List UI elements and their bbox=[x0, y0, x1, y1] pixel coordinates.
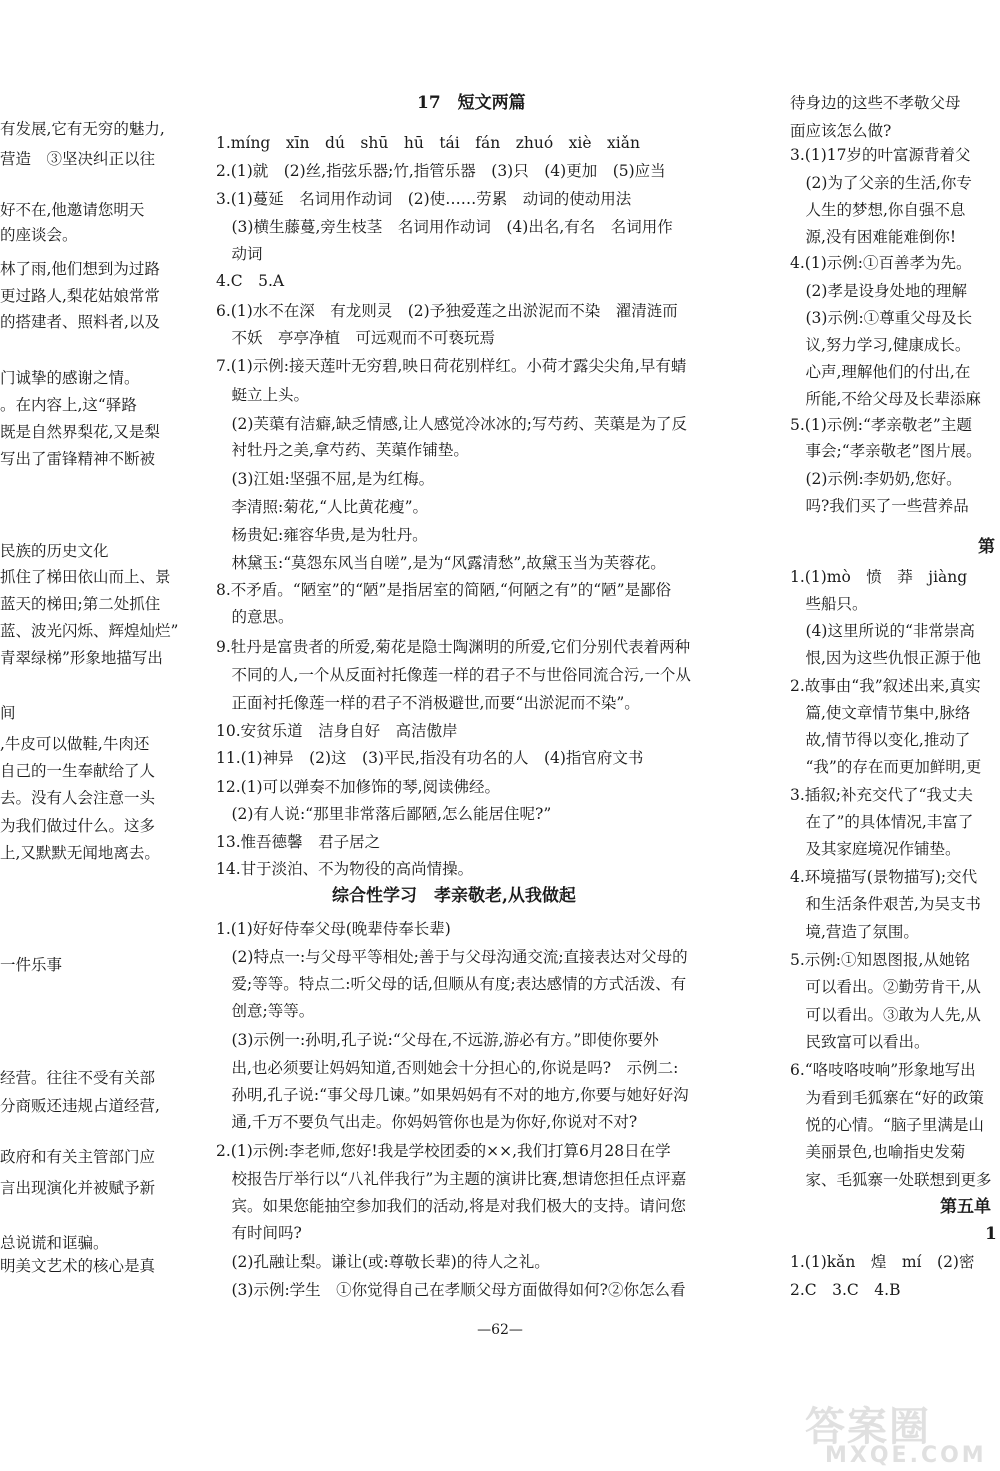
answer-line: 校报告厅举行以“八礼伴我行”为主题的演讲比赛,想请您担任点评嘉 bbox=[216, 1170, 687, 1188]
right-column-fragment bbox=[790, 0, 1000, 1300]
left-text-line: 民族的历史文化 bbox=[0, 542, 109, 560]
answer-line: (2)孔融让梨。谦让(或:尊敬长辈)的待人之礼。 bbox=[216, 1253, 550, 1271]
answer-line: 不妖 亭亭净植 可远观而不可亵玩焉 bbox=[216, 329, 496, 347]
right-text-line: 3.(1)17岁的叶富源背着父 bbox=[790, 146, 971, 164]
left-text-line: 营造 ③坚决纠正以往 bbox=[0, 150, 156, 168]
answer-line: (3)横生藤蔓,旁生枝茎 名词用作动词 (4)出名,有名 名词用作 bbox=[216, 218, 673, 236]
answer-line: 宾。如果您能抽空参加我们的活动,将是对我们极大的支持。请问您 bbox=[216, 1197, 686, 1215]
left-text-line: 经营。往往不受有关部 bbox=[0, 1069, 156, 1087]
right-text-line: 5.示例:①知恩图报,从她铭 bbox=[790, 951, 970, 969]
left-text-line: 政府和有关主管部门应 bbox=[0, 1148, 156, 1166]
left-text-line: 青翠绿梯”形象地描写出 bbox=[0, 649, 163, 667]
answer-line: 10.安贫乐道 洁身自好 高洁傲岸 bbox=[216, 722, 458, 740]
left-text-line: 为我们做过什么。这多 bbox=[0, 817, 156, 835]
right-text-line: 故,情节得以变化,推动了 bbox=[790, 731, 971, 749]
right-text-line: 在了”的具体情况,丰富了 bbox=[790, 813, 974, 831]
left-text-line: 蓝、波光闪烁、辉煌灿烂” bbox=[0, 622, 179, 640]
answer-line: 11.(1)神异 (2)这 (3)平民,指没有功名的人 (4)指官府文书 bbox=[216, 749, 644, 767]
right-text-line: 些船只。 bbox=[790, 595, 868, 613]
right-text-line: 源,没有困难能难倒你! bbox=[790, 228, 957, 246]
right-text-line: 家、毛狐寨一处联想到更多 bbox=[790, 1171, 992, 1189]
left-text-line: 一件乐事 bbox=[0, 956, 63, 974]
left-text-line: 的座谈会。 bbox=[0, 226, 78, 244]
answer-line: 8.不矛盾。“陋室”的“陋”是指居室的简陋,“何陋之有”的“陋”是鄙俗 bbox=[216, 581, 672, 599]
right-text-line: 人生的梦想,你自强不息 bbox=[790, 201, 966, 219]
answer-line: 衬牡丹之美,拿芍药、芙蕖作铺垫。 bbox=[216, 441, 469, 459]
lesson-title: 17 短文两篇 bbox=[417, 93, 526, 113]
page-number: —62— bbox=[477, 1322, 523, 1338]
right-text-line: (4)这里所说的“非常崇高 bbox=[790, 622, 975, 640]
right-text-line: 4.(1)示例:①百善孝为先。 bbox=[790, 254, 972, 272]
left-text-line: 。在内容上,这“驿路 bbox=[0, 396, 137, 414]
left-text-line: 有发展,它有无穷的魅力, bbox=[0, 120, 165, 138]
answer-line: (3)江姐:坚强不屈,是为红梅。 bbox=[216, 470, 435, 488]
answer-line: 正面衬托像莲一样的君子不消极避世,而要“出淤泥而不染”。 bbox=[216, 694, 640, 712]
answer-line: 林黛玉:“莫怨东风当自嗟”,是为“风露清愁”,故黛玉当为芙蓉花。 bbox=[216, 554, 666, 572]
answer-line: 7.(1)示例:接天莲叶无穷碧,映日荷花别样红。小荷才露尖尖角,早有蜻 bbox=[216, 357, 687, 375]
right-text-line: (2)孝是设身处地的理解 bbox=[790, 282, 967, 300]
answer-line: 14.甘于淡泊、不为物役的高尚情操。 bbox=[216, 860, 474, 878]
answer-line: (2)特点一:与父母平等相处;善于与父母沟通交流;直接表达对父母的 bbox=[216, 948, 688, 966]
left-text-line: 间 bbox=[0, 704, 16, 722]
answer-line: 的意思。 bbox=[216, 608, 294, 626]
right-text-line: 可以看出。②勤劳肯干,从 bbox=[790, 978, 981, 996]
left-text-line: 分商贩还违规占道经营, bbox=[0, 1097, 160, 1115]
right-text-line: 1 bbox=[985, 1224, 997, 1244]
right-text-line: 5.(1)示例:“孝亲敬老”主题 bbox=[790, 416, 972, 434]
watermark-logo bbox=[805, 1395, 1000, 1471]
right-text-line: (2)为了父亲的生活,你专 bbox=[790, 174, 972, 192]
watermark-url: MXQE.COM bbox=[825, 1443, 987, 1468]
right-text-line: (3)示例:①尊重父母及长 bbox=[790, 309, 973, 327]
left-text-line: 好不在,他邀请您明天 bbox=[0, 201, 145, 219]
right-text-line: “我”的存在而更加鲜明,更 bbox=[790, 758, 982, 776]
left-text-line: 言出现演化并被赋予新 bbox=[0, 1179, 156, 1197]
right-text-line: 心声,理解他们的付出,在 bbox=[790, 363, 971, 381]
right-text-line: 可以看出。③敢为人先,从 bbox=[790, 1006, 981, 1024]
left-text-line: 更过路人,梨花姑娘常常 bbox=[0, 287, 160, 305]
right-text-line: 2.故事由“我”叙述出来,真实 bbox=[790, 677, 981, 695]
answer-line: 1.míng xīn dú shū hū tái fán zhuó xiè xiǎn bbox=[216, 134, 640, 152]
right-text-line: 4.环境描写(景物描写);交代 bbox=[790, 868, 978, 886]
left-text-line: 自己的一生奉献给了人 bbox=[0, 762, 156, 780]
right-text-line: 和生活条件艰苦,为吴支书 bbox=[790, 895, 981, 913]
left-text-line: 既是自然界梨花,又是梨 bbox=[0, 423, 160, 441]
center-column bbox=[212, 0, 772, 1300]
left-text-line: 门诚挚的感谢之情。 bbox=[0, 369, 140, 387]
answer-line: (2)有人说:“那里非常落后鄙陋,怎么能居住呢?” bbox=[216, 805, 552, 823]
left-column-fragment bbox=[0, 0, 192, 1300]
watermark-text: 答案圈 bbox=[805, 1404, 931, 1450]
right-text-line: 所能,不给父母及长辈添麻 bbox=[790, 390, 981, 408]
answer-line: 爱;等等。特点二:听父母的话,但顺从有度;表达感情的方式活泼、有 bbox=[216, 975, 687, 993]
answer-line: 4.C 5.A bbox=[216, 272, 285, 290]
answer-line: 不同的人,一个从反面衬托像莲一样的君子不与世俗同流合污,一个从 bbox=[216, 666, 691, 684]
answer-line: 蜓立上头。 bbox=[216, 386, 310, 404]
answer-line: 李清照:菊花,“人比黄花瘦”。 bbox=[216, 498, 428, 516]
left-text-line: 写出了雷锋精神不断被 bbox=[0, 450, 156, 468]
answer-line: 3.(1)蔓延 名词用作动词 (2)使……劳累 动词的使动用法 bbox=[216, 190, 632, 208]
left-text-line: 总说谎和诓骗。 bbox=[0, 1234, 109, 1252]
right-text-line: 恨,因为这些仇恨正源于他 bbox=[790, 649, 981, 667]
right-text-line: 篇,使文章情节集中,脉络 bbox=[790, 704, 971, 722]
left-text-line: 上,又默默无闻地离去。 bbox=[0, 844, 160, 862]
answer-line: (3)示例一:孙明,孔子说:“父母在,不远游,游必有方。”即使你要外 bbox=[216, 1031, 659, 1049]
right-text-line: 1.(1)mò 愤 莽 jiàng bbox=[790, 568, 968, 586]
section-title: 综合性学习 孝亲敬老,从我做起 bbox=[332, 886, 576, 906]
answer-line: 6.(1)水不在深 有龙则灵 (2)予独爱莲之出淤泥而不染 濯清涟而 bbox=[216, 302, 678, 320]
answer-line: 1.(1)好好侍奉父母(晚辈侍奉长辈) bbox=[216, 920, 451, 938]
right-text-line: 事会;“孝亲敬老”图片展。 bbox=[790, 442, 982, 460]
left-text-line: 去。没有人会注意一头 bbox=[0, 789, 156, 807]
answer-line: 2.(1)示例:李老师,您好!我是学校团委的××,我们打算6月28日在学 bbox=[216, 1142, 671, 1160]
answer-line: 创意;等等。 bbox=[216, 1002, 315, 1020]
answer-line: 孙明,孔子说:“事父母几谏。”如果妈妈有不对的地方,你要与她好好沟 bbox=[216, 1086, 689, 1104]
left-text-line: ,牛皮可以做鞋,牛肉还 bbox=[0, 735, 150, 753]
right-text-line: 3.插叙;补充交代了“我丈夫 bbox=[790, 786, 973, 804]
answer-line: (2)芙蕖有洁癖,缺乏情感,让人感觉冷冰冰的;写芍药、芙蕖是为了反 bbox=[216, 415, 688, 433]
answer-line: 杨贵妃:雍容华贵,是为牡丹。 bbox=[216, 526, 428, 544]
right-text-line: 议,努力学习,健康成长。 bbox=[790, 336, 971, 354]
right-text-line: 吗?我们买了一些营养品 bbox=[790, 497, 969, 515]
right-text-line: 悦的心情。“脑子里满是山 bbox=[790, 1116, 984, 1134]
left-text-line: 林了雨,他们想到为过路 bbox=[0, 260, 160, 278]
answer-line: 2.(1)就 (2)丝,指弦乐器;竹,指管乐器 (3)只 (4)更加 (5)应当 bbox=[216, 162, 666, 180]
answer-line: 动词 bbox=[216, 245, 263, 263]
left-text-line: 蓝天的梯田;第二处抓住 bbox=[0, 595, 161, 613]
right-text-line: 1.(1)kǎn 煌 mí (2)密 bbox=[790, 1253, 975, 1271]
answer-line: 出,也必须要让妈妈知道,否则她会十分担心的,你说是吗? 示例二: bbox=[216, 1059, 679, 1077]
answer-line: 13.惟吾德馨 君子居之 bbox=[216, 833, 381, 851]
answer-line: 有时间吗? bbox=[216, 1224, 302, 1242]
answer-line: (3)示例:学生 ①你觉得自己在孝顺父母方面做得如何?②你怎么看 bbox=[216, 1281, 686, 1299]
answer-line: 12.(1)可以弹奏不加修饰的琴,阅读佛经。 bbox=[216, 778, 501, 796]
right-text-line: 面应该怎么做? bbox=[790, 122, 892, 140]
right-text-line: 民致富可以看出。 bbox=[790, 1033, 930, 1051]
right-text-line: 及其家庭境况作铺垫。 bbox=[790, 840, 961, 858]
left-text-line: 明美文艺术的核心是真 bbox=[0, 1257, 156, 1275]
right-text-line: 待身边的这些不孝敬父母 bbox=[790, 94, 961, 112]
right-text-line: 2.C 3.C 4.B bbox=[790, 1281, 901, 1299]
right-text-line: 为看到毛狐寨在“好的政策 bbox=[790, 1089, 984, 1107]
right-text-line: 第 bbox=[978, 537, 995, 557]
answer-line: 通,千万不要负气出走。你妈妈管你也是为你好,你说对不对? bbox=[216, 1113, 638, 1131]
left-text-line: 的搭建者、照料者,以及 bbox=[0, 313, 160, 331]
right-text-line: (2)示例:李奶奶,您好。 bbox=[790, 470, 962, 488]
right-text-line: 6.“咯吱咯吱响”形象地写出 bbox=[790, 1061, 976, 1079]
left-text-line: 抓住了梯田依山而上、景 bbox=[0, 568, 171, 586]
right-text-line: 第五单 bbox=[940, 1197, 991, 1217]
right-text-line: 美丽景色,也喻指史发菊 bbox=[790, 1143, 966, 1161]
answer-line: 9.牡丹是富贵者的所爱,菊花是隐士陶渊明的所爱,它们分别代表着两种 bbox=[216, 638, 691, 656]
right-text-line: 境,营造了氛围。 bbox=[790, 923, 919, 941]
